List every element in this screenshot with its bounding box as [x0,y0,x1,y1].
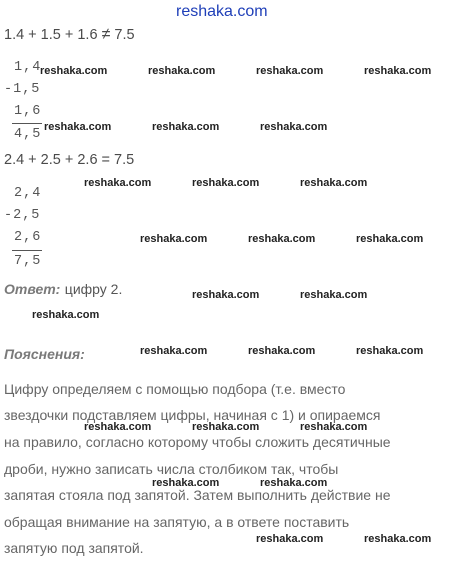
watermark: reshaka.com [192,421,260,433]
watermark: reshaka.com [40,65,108,77]
site-title[interactable]: reshaka.com [176,3,268,20]
watermark: reshaka.com [364,533,432,545]
watermark: reshaka.com [148,65,216,77]
equation-1-lhs: 1.4 + 1.5 + 1.6 [4,27,98,43]
answer [4,281,122,299]
watermark: reshaka.com [44,121,112,133]
explanation-line: дроби, нужно записать числа столбиком так, чтобы [4,461,339,477]
explanation-line: запятая стояла под запятой. Затем выполнить действие не [4,487,391,503]
watermark: reshaka.com [300,421,368,433]
explanation-label: Пояснения: [4,346,85,362]
not-equal-sign: ≠ [101,26,111,43]
watermark: reshaka.com [356,345,424,357]
equation-1 [4,26,135,44]
column-1-row-3: 1,6 [14,104,42,119]
equation-1-rhs: 7.5 [114,27,135,43]
column-2-sum: 7,5 [14,254,42,269]
column-1-sum-line [12,123,42,124]
column-1-row-2: -1,5 [4,82,41,97]
column-1-sum: 4,5 [14,127,42,142]
answer-label: Ответ: [4,281,61,297]
watermark: reshaka.com [192,289,260,301]
column-2-row-2: -2,5 [4,208,41,223]
watermark: reshaka.com [248,233,316,245]
watermark: reshaka.com [260,121,328,133]
watermark: reshaka.com [152,477,220,489]
watermark: reshaka.com [84,177,152,189]
watermark: reshaka.com [364,65,432,77]
watermark: reshaka.com [256,533,324,545]
answer-text: цифру 2. [64,281,123,297]
column-1-row-1: 1,4 [14,60,42,75]
column-2-sum-line [12,250,42,251]
watermark: reshaka.com [256,65,324,77]
watermark: reshaka.com [140,345,208,357]
watermark: reshaka.com [192,177,260,189]
watermark: reshaka.com [356,233,424,245]
explanation-line: запятую под запятой. [4,540,144,556]
watermark: reshaka.com [248,345,316,357]
watermark: reshaka.com [152,121,220,133]
watermark: reshaka.com [140,233,208,245]
explanation-line: Цифру определяем с помощью подбора (т.е. вместо [4,381,346,397]
watermark: reshaka.com [300,177,368,189]
explanation-line: звездочки подставляем цифры, начиная с 1) и опираемся [4,407,381,423]
watermark: reshaka.com [84,421,152,433]
column-2-row-3: 2,6 [14,230,42,245]
watermark: reshaka.com [32,309,100,321]
watermark: reshaka.com [260,477,328,489]
equation-2: 2.4 + 2.5 + 2.6 = 7.5 [4,152,135,168]
column-2-row-1: 2,4 [14,186,42,201]
explanation-line: на правило, согласно которому чтобы сложить десятичные [4,434,391,450]
watermark: reshaka.com [300,289,368,301]
explanation-line: обращая внимание на запятую, а в ответе поставить [4,514,350,530]
